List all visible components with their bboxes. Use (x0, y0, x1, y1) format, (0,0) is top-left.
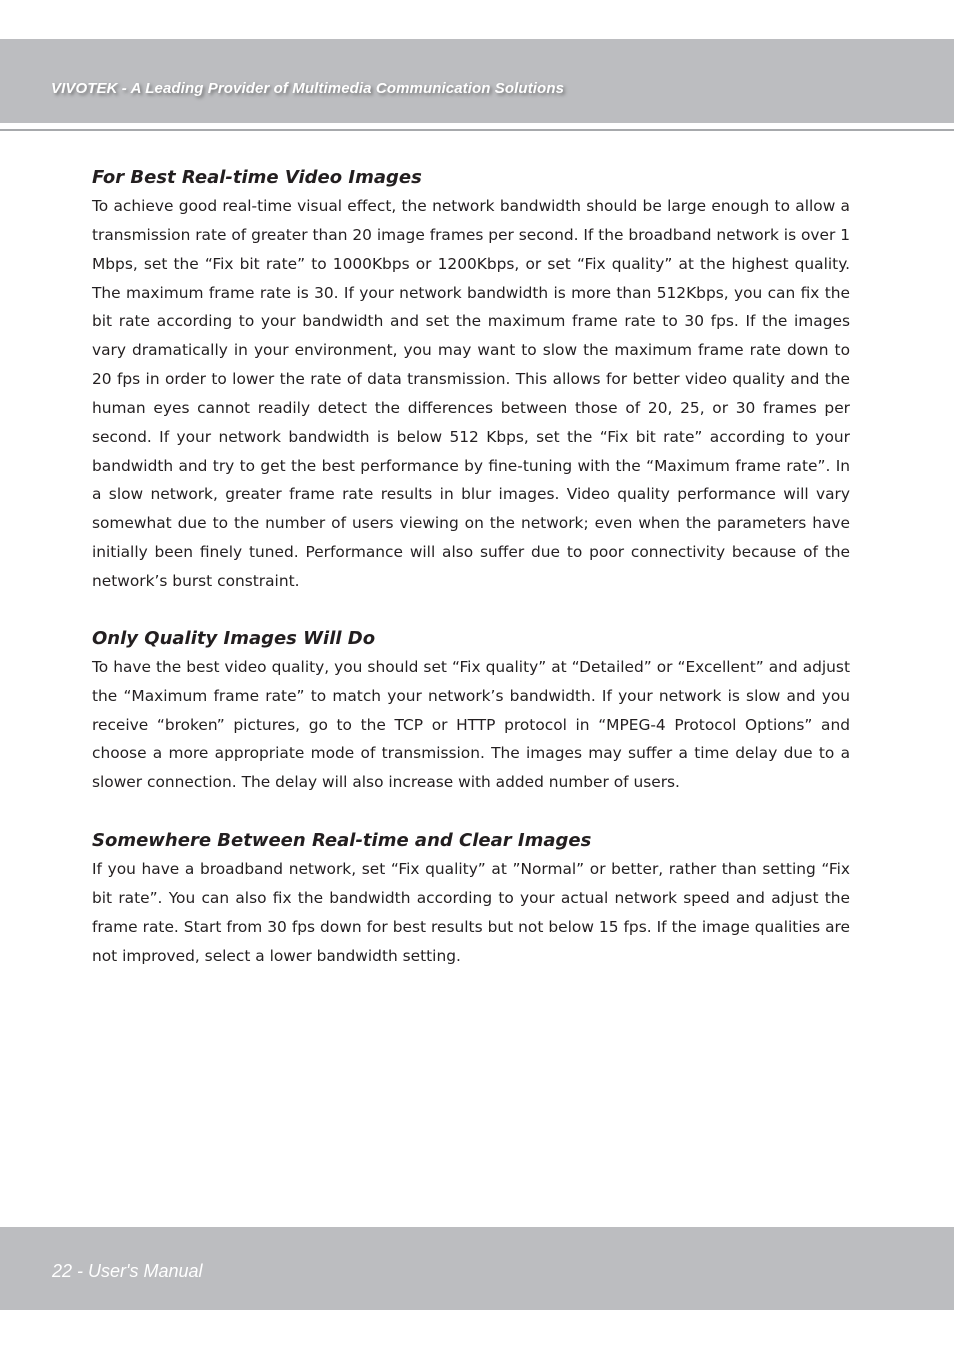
section-best-real-time (92, 163, 850, 596)
section-quality-images (92, 624, 850, 797)
section-paragraph: To achieve good real-time visual effect, the network bandwidth should be large enough to allow a transmission rate of greater than 20 image frames per second. If the broadband network is over 1 Mbps, set the “Fix bit rate” to 1000Kbps or 1200Kbps, or set “Fix quality” at the highest quality. The maximum frame rate is 30. If your network bandwidth is more than 512Kbps, you can fix the bit rate according to your bandwidth and set the maximum frame rate to 30 fps. If the images vary dramatically in your environment, you may want to slow the maximum frame rate down to 20 fps in order to lower the rate of data transmission. This allows for better video quality and the human eyes cannot readily detect the differences between those of 20, 25, or 30 frames per second. If your network bandwidth is below 512 Kbps, set the “Fix bit rate” according to your bandwidth and try to get the best performance by fine-tuning with the “Maximum frame rate”. In a slow network, greater frame rate results in blur images. Video quality performance will vary somewhat due to the number of users viewing on the network; even when the parameters have initially been finely tuned. Performance will also suffer due to poor connectivity because of the network’s burst constraint. (92, 197, 850, 590)
section-heading: For Best Real-time Video Images (92, 167, 422, 188)
section-spacer (92, 797, 850, 826)
section-heading: Only Quality Images Will Do (92, 627, 376, 649)
section-paragraph: To have the best video quality, you should set “Fix quality” at “Detailed” or “Excellent” and adjust the “Maximum frame rate” to match your network’s bandwidth. If your network is slow and you receive “broken” pictures, go to the TCP or HTTP protocol in “MPEG-4 Protocol Options” and choose a more appropriate mode of transmission. The images may suffer a time delay due to a slower connection. The delay will also increase with added number of users. (92, 657, 850, 792)
footer-page-label: 22 - User's Manual (52, 1261, 203, 1281)
section-between (92, 826, 850, 970)
section-spacer (92, 596, 850, 624)
header-title: VIVOTEK - A Leading Provider of Multimedia Communication Solutions (51, 80, 565, 97)
main-content (92, 163, 850, 970)
section-paragraph: If you have a broadband network, set “Fix quality” at ”Normal” or better, rather than setting “Fix bit rate”. You can also fix the bandwidth according to your actual network speed and adjust the frame rate. Start from 30 fps down for best results but not below 15 fps. If the image qualities are not improved, select a lower bandwidth setting. (92, 860, 850, 965)
header-divider (0, 129, 954, 131)
section-heading: Somewhere Between Real-time and Clear Images (92, 830, 592, 852)
